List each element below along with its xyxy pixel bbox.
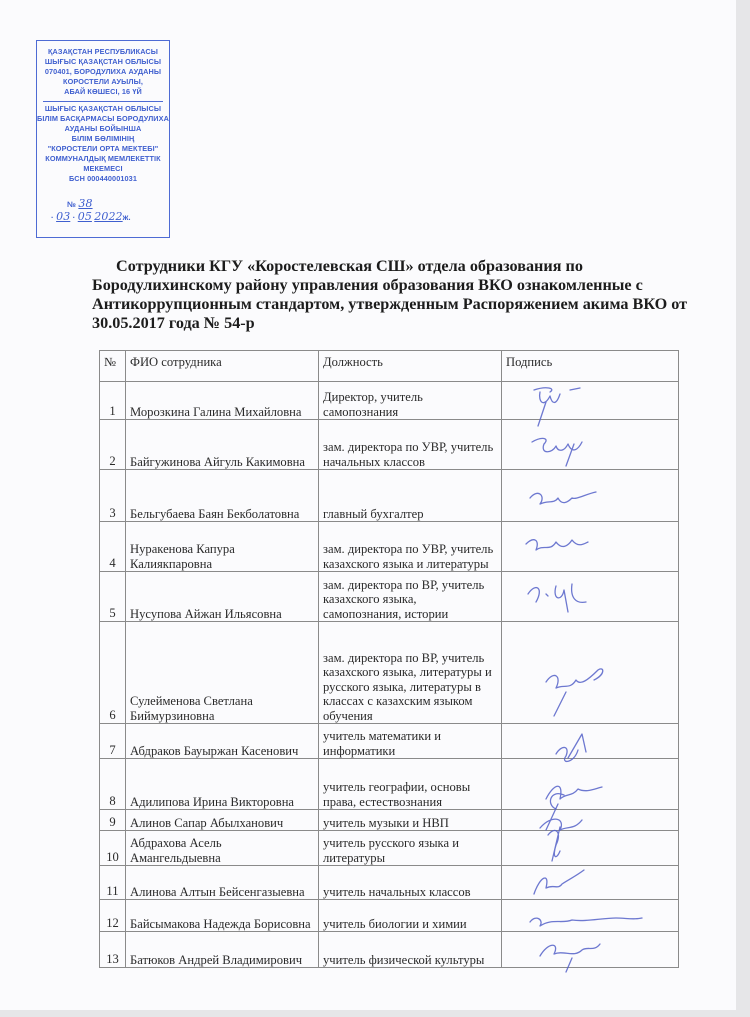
signature-stroke bbox=[546, 786, 602, 809]
registration-number-line bbox=[37, 199, 169, 210]
employee-position: зам. директора по УВР, учитель казахского языка и литературы bbox=[319, 522, 502, 572]
table-row bbox=[100, 831, 679, 866]
table-header-row bbox=[100, 351, 679, 382]
signature-cell bbox=[502, 932, 679, 968]
handwritten-signature bbox=[502, 831, 679, 866]
stamp-line: КОРОСТЕЛИ АУЫЛЫ, bbox=[63, 77, 143, 86]
table-row bbox=[100, 866, 679, 900]
table-row bbox=[100, 420, 679, 470]
table-row bbox=[100, 470, 679, 522]
stamp-line: "КОРОСТЕЛИ ОРТА МЕКТЕБІ" bbox=[47, 144, 159, 153]
signature-cell bbox=[502, 382, 679, 420]
header-full-name: ФИО сотрудника bbox=[126, 351, 319, 382]
table-row bbox=[100, 724, 679, 759]
signature-cell bbox=[502, 900, 679, 932]
stamp-line: МЕКЕМЕСІ bbox=[83, 164, 123, 173]
signature-cell bbox=[502, 810, 679, 831]
stamp-line: ШЫҒЫС ҚАЗАҚСТАН ОБЛЫСЫ bbox=[44, 57, 162, 66]
row-number: 1 bbox=[100, 382, 126, 420]
employee-position: зам. директора по ВР, учитель казахского языка, самопознания, истории bbox=[319, 572, 502, 622]
row-number: 5 bbox=[100, 572, 126, 622]
signature-cell bbox=[502, 470, 679, 522]
stamp-line: БІЛІМ БӨЛІМІНІҢ bbox=[71, 134, 135, 143]
employee-name: Бельгубаева Баян Бекболатовна bbox=[126, 470, 319, 522]
row-number: 9 bbox=[100, 810, 126, 831]
row-number: 12 bbox=[100, 900, 126, 932]
row-number: 3 bbox=[100, 470, 126, 522]
row-number: 10 bbox=[100, 831, 126, 866]
stamp-line: 070401, БОРОДУЛИХА АУДАНЫ bbox=[44, 67, 162, 76]
employee-position: учитель физической культуры bbox=[319, 932, 502, 968]
employee-name: Байгужинова Айгуль Какимовна bbox=[126, 420, 319, 470]
header-number: № bbox=[100, 351, 126, 382]
registration-stamp bbox=[36, 40, 170, 238]
row-number: 7 bbox=[100, 724, 126, 759]
stamp-line: ҚАЗАҚСТАН РЕСПУБЛИКАСЫ bbox=[47, 47, 159, 56]
signature-cell bbox=[502, 522, 679, 572]
signature-cell bbox=[502, 622, 679, 724]
stamp-line: БІЛІМ БАСҚАРМАСЫ БОРОДУЛИХА bbox=[37, 114, 169, 123]
employee-name: Абдраков Бауыржан Касенович bbox=[126, 724, 319, 759]
stamp-line: БСН 000440001031 bbox=[68, 174, 137, 183]
table-row bbox=[100, 622, 679, 724]
stamp-line: ШЫҒЫС ҚАЗАҚСТАН ОБЛЫСЫ bbox=[44, 104, 162, 113]
registration-month: 05 bbox=[77, 210, 92, 223]
table-body bbox=[100, 382, 679, 968]
document-title bbox=[92, 257, 692, 333]
row-number: 2 bbox=[100, 420, 126, 470]
table-row bbox=[100, 572, 679, 622]
table-row bbox=[100, 382, 679, 420]
signature-cell bbox=[502, 759, 679, 810]
header-signature: Подпись bbox=[502, 351, 679, 382]
row-number: 11 bbox=[100, 866, 126, 900]
registration-number-label: № bbox=[67, 200, 77, 209]
signature-stroke bbox=[526, 540, 588, 550]
stamp-organization-block bbox=[37, 104, 169, 184]
employee-name: Морозкина Галина Михайловна bbox=[126, 382, 319, 420]
stamp-divider bbox=[43, 101, 163, 102]
row-number: 4 bbox=[100, 522, 126, 572]
row-number: 13 bbox=[100, 932, 126, 968]
employee-name: Нусупова Айжан Ильясовна bbox=[126, 572, 319, 622]
registration-day: 03 bbox=[56, 210, 71, 223]
employee-name: Алинов Сапар Абылханович bbox=[126, 810, 319, 831]
signature-stroke bbox=[546, 669, 603, 716]
document-title-text: Сотрудники КГУ «Коростелевская СШ» отдела образования по Бородулихинскому району управления образования ВКО ознакомленные с Антикоррупционным стандартом, утвержденным Распоряжением акима ВКО от 30.05.2017 года № 54-р bbox=[92, 257, 688, 332]
signature-stroke bbox=[534, 870, 584, 894]
table-row bbox=[100, 932, 679, 968]
table-row bbox=[100, 810, 679, 831]
signature-stroke bbox=[548, 827, 560, 861]
stamp-registration bbox=[37, 199, 169, 223]
table-row bbox=[100, 522, 679, 572]
stamp-address-block bbox=[37, 41, 169, 97]
employee-name: Алинова Алтын Бейсенгазыевна bbox=[126, 866, 319, 900]
staff-acknowledgement-table bbox=[99, 350, 679, 968]
employee-position: учитель географии, основы права, естествознания bbox=[319, 759, 502, 810]
employee-name: Батюков Андрей Владимирович bbox=[126, 932, 319, 968]
employee-name: Абдрахова Асель Амангельдыевна bbox=[126, 831, 319, 866]
registration-year: 2022 bbox=[94, 210, 123, 223]
employee-position: зам. директора по ВР, учитель казахского языка, литературы и русского языка, литературы в классах с казахским языком обучения bbox=[319, 622, 502, 724]
registration-year-suffix: ж. bbox=[122, 213, 131, 222]
signature-cell bbox=[502, 572, 679, 622]
signature-cell bbox=[502, 420, 679, 470]
signature-stroke bbox=[556, 734, 586, 761]
registration-date-line: · 03 · 05 2022ж. bbox=[51, 210, 131, 223]
employee-name: Адилипова Ирина Викторовна bbox=[126, 759, 319, 810]
employee-name: Байсымакова Надежда Борисовна bbox=[126, 900, 319, 932]
stamp-line: АУДАНЫ БОЙЫНША bbox=[64, 124, 142, 133]
stamp-line: КОММУНАЛДЫҚ МЕМЛЕКЕТТІК bbox=[45, 154, 161, 163]
signature-cell bbox=[502, 866, 679, 900]
employee-position: зам. директора по УВР, учитель начальных классов bbox=[319, 420, 502, 470]
employee-position: Директор, учитель самопознания bbox=[319, 382, 502, 420]
registration-number: 38 bbox=[78, 197, 93, 210]
table-row bbox=[100, 759, 679, 810]
employee-position: учитель математики и информатики bbox=[319, 724, 502, 759]
table-row bbox=[100, 900, 679, 932]
stamp-line: АБАЙ КӨШЕСІ, 16 ҮЙ bbox=[64, 87, 142, 96]
signature-cell bbox=[502, 831, 679, 866]
employee-position: учитель музыки и НВП bbox=[319, 810, 502, 831]
employee-name: Сулейменова Светлана Биймурзиновна bbox=[126, 622, 319, 724]
signature-stroke bbox=[530, 492, 596, 504]
employee-position: учитель начальных классов bbox=[319, 866, 502, 900]
employee-position: учитель биологии и химии bbox=[319, 900, 502, 932]
row-number: 8 bbox=[100, 759, 126, 810]
header-position: Должность bbox=[319, 351, 502, 382]
employee-position: главный бухгалтер bbox=[319, 470, 502, 522]
row-number: 6 bbox=[100, 622, 126, 724]
signature-cell bbox=[502, 724, 679, 759]
employee-position: учитель русского языка и литературы bbox=[319, 831, 502, 866]
employee-name: Нуракенова Капура Калиякпаровна bbox=[126, 522, 319, 572]
